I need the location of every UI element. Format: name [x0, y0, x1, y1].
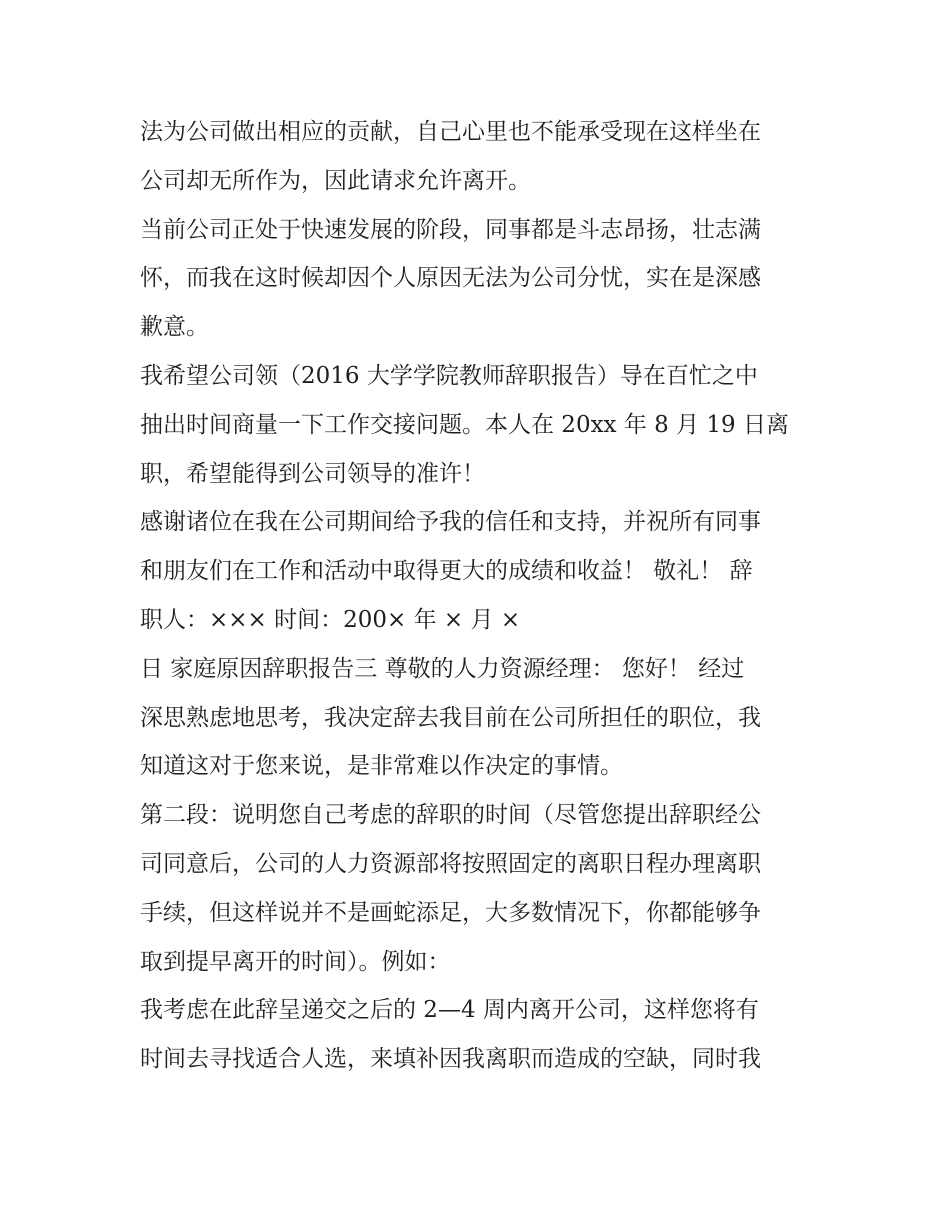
text-line: 深思熟虑地思考，我决定辞去我目前在公司所担任的职位，我	[140, 704, 761, 731]
text-line: 我考虑在此辞呈递交之后的 2—4 周内离开公司，这样您将有	[140, 997, 759, 1024]
text-line: 知道这对于您来说，是非常难以作决定的事情。	[140, 753, 623, 780]
text-line: 抽出时间商量一下工作交接问题。本人在 20xx 年 8 月 19 日离	[140, 411, 789, 438]
text-line: 怀，而我在这时候却因个人原因无法为公司分忧，实在是深感	[140, 265, 761, 292]
text-line: 歉意。	[140, 314, 209, 341]
text-line: 职，希望能得到公司领导的准许！	[140, 460, 485, 487]
text-line: 当前公司正处于快速发展的阶段，同事都是斗志昂扬，壮志满	[140, 216, 761, 243]
text-line: 公司却无所作为，因此请求允许离开。	[140, 167, 531, 194]
text-line: 和朋友们在工作和活动中取得更大的成绩和收益！ 敬礼！ 辞	[140, 558, 753, 585]
text-line: 时间去寻找适合人选，来填补因我离职而造成的空缺，同时我	[140, 1046, 761, 1073]
text-line: 我希望公司领（2016 大学学院教师辞职报告）导在百忙之中	[140, 362, 758, 389]
body-text	[140, 108, 820, 1084]
text-line: 日 家庭原因辞职报告三 尊敬的人力资源经理： 您好！ 经过	[140, 655, 745, 682]
text-line: 职人：××× 时间：200× 年 × 月 ×	[140, 606, 521, 633]
text-line: 感谢诸位在我在公司期间给予我的信任和支持，并祝所有同事	[140, 509, 761, 536]
text-line: 法为公司做出相应的贡献，自己心里也不能承受现在这样坐在	[140, 119, 761, 145]
text-line: 司同意后，公司的人力资源部将按照固定的离职日程办理离职	[140, 850, 761, 877]
text-line: 取到提早离开的时间）。例如：	[140, 948, 451, 975]
text-line: 第二段：说明您自己考虑的辞职的时间（尽管您提出辞职经公	[140, 802, 761, 829]
text-line: 手续，但这样说并不是画蛇添足，大多数情况下，你都能够争	[140, 899, 761, 926]
